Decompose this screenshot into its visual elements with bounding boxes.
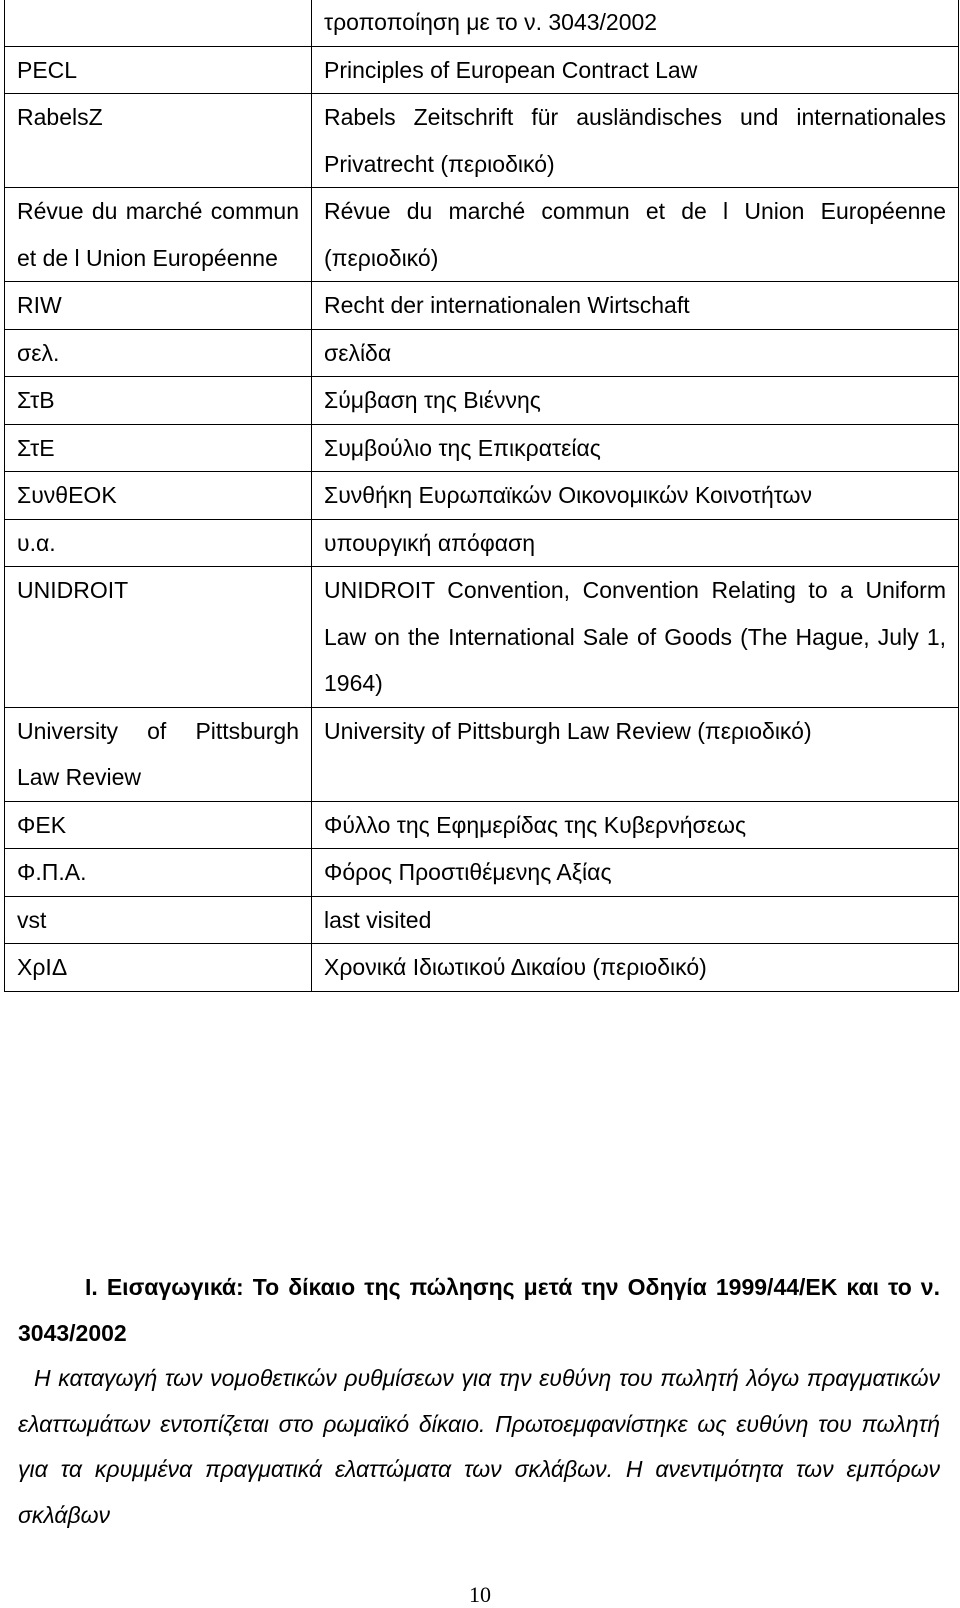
table-row bbox=[5, 801, 959, 849]
definition-cell: τροποποίηση με το ν. 3043/2002 bbox=[312, 0, 959, 46]
definition-cell: Φύλλο της Εφημερίδας της Κυβερνήσεως bbox=[312, 801, 959, 849]
abbreviation-cell: ΦΕΚ bbox=[5, 801, 312, 849]
abbreviation-cell: RIW bbox=[5, 282, 312, 330]
abbreviation-cell: UNIDROIT bbox=[5, 567, 312, 708]
table-row bbox=[5, 519, 959, 567]
body-paragraph: Η καταγωγή των νομοθετικών ρυθμίσεων για την ευθύνη του πωλητή λόγω πραγματικών ελαττωμάτων εντοπίζεται στο ρωμαϊκό δίκαιο. Πρωτοεμφανίστηκε ως ευθύνη του πωλητή για τα κρυμμένα πραγματικά ελαττώματα των σκλάβων. Η ανεντιμότητα των εμπόρων σκλάβων bbox=[18, 1365, 940, 1528]
definition-cell: UNIDROIT Convention, Convention Relating to a Uniform Law on the International Sale of Goods (The Hague, July 1, 1964) bbox=[312, 567, 959, 708]
abbreviation-cell bbox=[5, 0, 312, 46]
table-row bbox=[5, 377, 959, 425]
table-row bbox=[5, 849, 959, 897]
abbreviation-cell: RabelsZ bbox=[5, 94, 312, 188]
table-row bbox=[5, 472, 959, 520]
abbreviations-table bbox=[4, 0, 959, 992]
definition-cell: Συμβούλιο της Επικρατείας bbox=[312, 424, 959, 472]
abbreviation-cell: PECL bbox=[5, 46, 312, 94]
abbreviation-cell: University of Pittsburgh Law Review bbox=[5, 707, 312, 801]
abbreviation-cell: Révue du marché commun et de l Union Européenne bbox=[5, 188, 312, 282]
definition-cell: Principles of European Contract Law bbox=[312, 46, 959, 94]
abbreviation-cell: Φ.Π.Α. bbox=[5, 849, 312, 897]
definition-cell: Χρονικά Ιδιωτικού Δικαίου (περιοδικό) bbox=[312, 944, 959, 992]
abbreviation-cell: vst bbox=[5, 896, 312, 944]
definition-cell: υπουργική απόφαση bbox=[312, 519, 959, 567]
abbreviations-table-body bbox=[5, 0, 959, 991]
definition-cell: last visited bbox=[312, 896, 959, 944]
definition-cell: Recht der internationalen Wirtschaft bbox=[312, 282, 959, 330]
definition-cell: Συνθήκη Ευρωπαϊκών Οικονομικών Κοινοτήτων bbox=[312, 472, 959, 520]
abbreviation-cell: ΣυνθΕΟΚ bbox=[5, 472, 312, 520]
definition-cell: Révue du marché commun et de l Union Européenne (περιοδικό) bbox=[312, 188, 959, 282]
page-number: 10 bbox=[469, 1582, 491, 1607]
definition-cell: University of Pittsburgh Law Review (περιοδικό) bbox=[312, 707, 959, 801]
abbreviation-cell: ΧρΙΔ bbox=[5, 944, 312, 992]
table-row bbox=[5, 94, 959, 188]
table-row bbox=[5, 0, 959, 46]
abbreviation-cell: σελ. bbox=[5, 329, 312, 377]
table-row bbox=[5, 707, 959, 801]
definition-cell: Σύμβαση της Βιέννης bbox=[312, 377, 959, 425]
definition-cell: Rabels Zeitschrift für ausländisches und internationales Privatrecht (περιοδικό) bbox=[312, 94, 959, 188]
table-row bbox=[5, 567, 959, 708]
table-row bbox=[5, 282, 959, 330]
abbreviation-cell: υ.α. bbox=[5, 519, 312, 567]
table-row bbox=[5, 896, 959, 944]
section-heading: Ι. Εισαγωγικά: Το δίκαιο της πώλησης μετά την Οδηγία 1999/44/ΕΚ και το ν. 3043/2002 bbox=[18, 1274, 940, 1346]
table-row bbox=[5, 46, 959, 94]
table-row bbox=[5, 424, 959, 472]
table-row bbox=[5, 188, 959, 282]
abbreviation-cell: ΣτΕ bbox=[5, 424, 312, 472]
table-row bbox=[5, 944, 959, 992]
table-row bbox=[5, 329, 959, 377]
abbreviation-cell: ΣτΒ bbox=[5, 377, 312, 425]
definition-cell: σελίδα bbox=[312, 329, 959, 377]
definition-cell: Φόρος Προστιθέμενης Αξίας bbox=[312, 849, 959, 897]
